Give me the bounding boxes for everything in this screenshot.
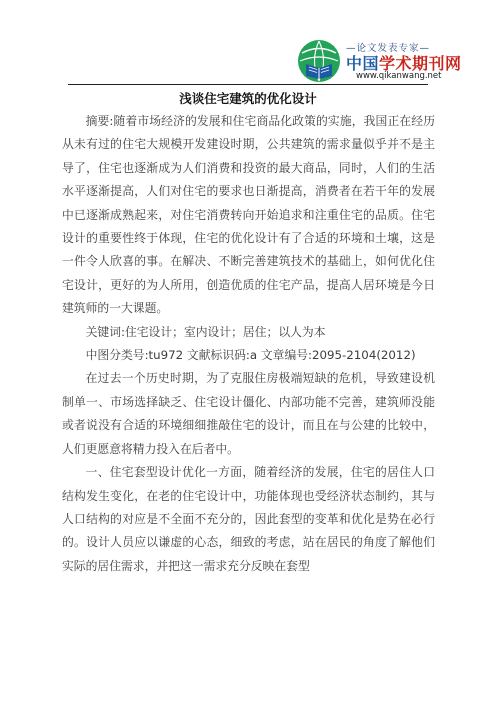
article-body xyxy=(62,110,435,578)
body-paragraph: 在过去一个历史时期，为了克服住房极端短缺的危机，导致建设机制单一、市场选择缺乏、住宅设计僵化、内部功能不完善，建筑师没能或者说没有合适的环境细细推敲住宅的设计，而且在与公建的比较中，人们更愿意将精力投入在后者中。 xyxy=(62,371,435,456)
logo-name-part1: 中国 xyxy=(346,54,380,73)
journal-logo[interactable] xyxy=(296,38,462,84)
logo-name-part2: 学术期刊网 xyxy=(379,54,462,73)
logo-url[interactable]: www.qikanwang.net xyxy=(356,71,442,81)
article-title: 浅谈住宅建筑的优化设计 xyxy=(179,91,317,106)
header-divider xyxy=(68,84,428,85)
body-paragraph: 一、住宅套型设计优化一方面，随着经济的发展，住宅的居住人口结构发生变化，在老的住宅设计中，功能体现也受经济状态制约，其与人口结构的对应是不全面不充分的，因此套型的变革和优化是势在必行的。设计人员应以谦虚的心态，细致的考虑，站在居民的角度了解他们实际的居住需求，并把这一需求充分反映在套型 xyxy=(62,465,435,573)
globe-book-icon xyxy=(296,38,342,84)
logo-slogan: —论文发表专家— xyxy=(346,43,431,54)
classification-line: 中图分类号:tu972 文献标识码:a 文章编号:2095-2104(2012) xyxy=(85,348,416,363)
keywords-line: 关键词:住宅设计；室内设计；居住；以人为本 xyxy=(85,324,326,339)
abstract-paragraph: 摘要:随着市场经济的发展和住宅商品化政策的实施，我国正在经历从未有过的住宅大规模开发建设时期，公共建筑的需求量似乎并不是主导了，住宅也逐渐成为人们消费和投资的最大商品，同时，人们的生活水平逐渐提高，人们对住宅的要求也日渐提高，消费者在若干年的发展中已逐渐成熟起来，对住宅消费转向开始追求和注重住宅的品质。住宅设计的重要性终于体现，住宅的优化设计有了合适的环境和土壤，这是一件令人欣喜的事。在解决、不断完善建筑技术的基础上，如何优化住宅设计，更好的为人所用，创造优质的住宅产品，提高人居环境是今日建筑师的一大课题。 xyxy=(62,114,435,316)
